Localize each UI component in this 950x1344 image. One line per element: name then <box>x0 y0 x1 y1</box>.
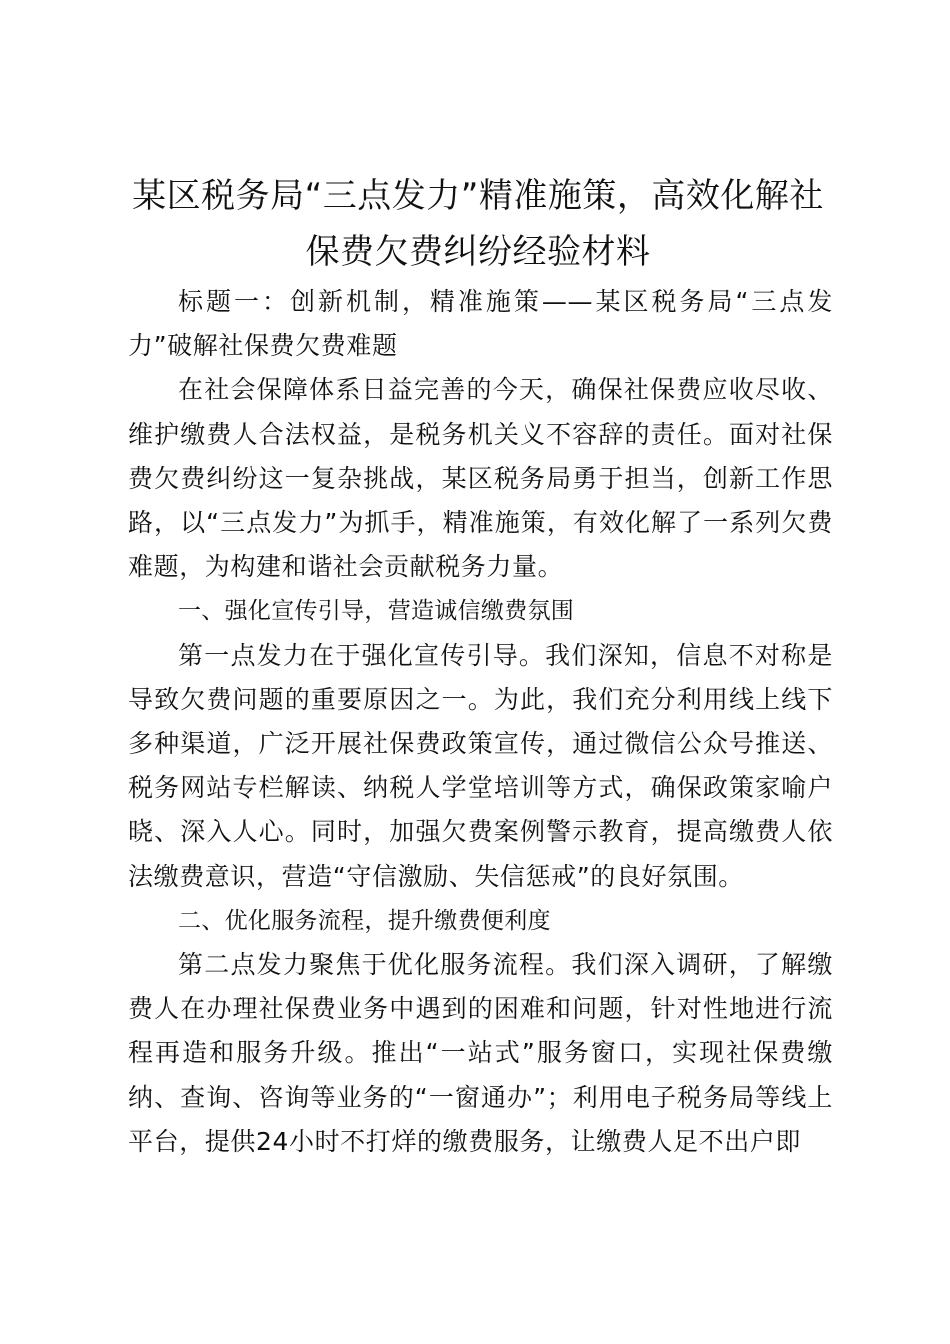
document-body <box>128 280 833 1164</box>
section-2-paragraph: 第二点发力聚焦于优化服务流程。我们深入调研，了解缴费人在办理社保费业务中遇到的困难和问题，针对性地进行流程再造和服务升级。推出“一站式”服务窗口，实现社保费缴纳、查询、咨询等业务的“一窗通办”；利用电子税务局等线上平台，提供24小时不打烊的缴费服务，让缴费人足不出户即 <box>128 950 833 1156</box>
intro-paragraph: 在社会保障体系日益完善的今天，确保社保费应收尽收、维护缴费人合法权益，是税务机关义不容辞的责任。面对社保费欠费纠纷这一复杂挑战，某区税务局勇于担当，创新工作思路，以“三点发力”为抓手，精准施策，有效化解了一系列欠费难题，为构建和谐社会贡献税务力量。 <box>128 375 833 582</box>
section-heading-2: 二、优化服务流程，提升缴费便利度 <box>178 907 551 934</box>
subtitle-paragraph: 标题一：创新机制，精准施策——某区税务局“三点发力”破解社保费欠费难题 <box>128 287 833 361</box>
document-title: 某区税务局“三点发力”精准施策，高效化解社保费欠费纠纷经验材料 <box>132 176 824 272</box>
section-1-paragraph: 第一点发力在于强化宣传引导。我们深知，信息不对称是导致欠费问题的重要原因之一。为此，我们充分利用线上线下多种渠道，广泛开展社保费政策宣传，通过微信公众号推送、税务网站专栏解读、纳税人学堂培训等方式，确保政策家喻户晓、深入人心。同时，加强欠费案例警示教育，提高缴费人依法缴费意识，营造“守信激励、失信惩戒”的良好氛围。 <box>128 640 833 891</box>
section-heading-1: 一、强化宣传引导，营造诚信缴费氛围 <box>178 598 575 625</box>
